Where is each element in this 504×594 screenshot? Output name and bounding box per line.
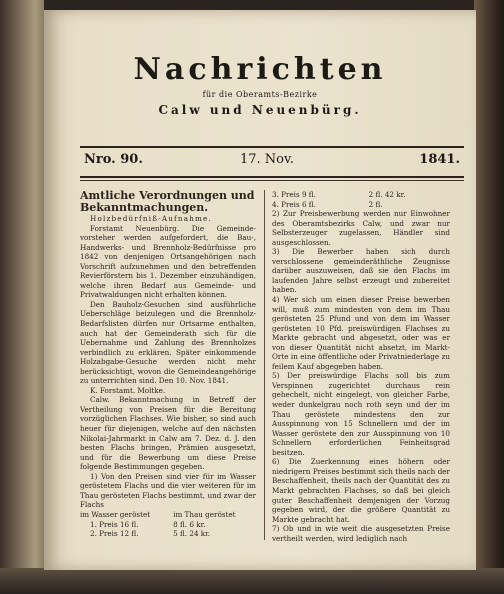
column-right [272,190,450,543]
rule-paragraph: 3) Die Bewerber haben sich durch verschlossene gemeinderäthliche Zeugnisse darüber auszuweisen, daß sie den Flachs im laufenden Jahre selbst erzeugt und zubereitet haben. [272,247,450,295]
newspaper-title: Nachrichten [133,52,387,87]
rule-paragraph: 5) Der preiswürdige Flachs soll bis zum Verspinnen zugerichtet durchaus rein gehechelt, nicht eingelegt, von gleicher Farbe, weder dunkelgrau noch roth seyn und der im Thau geröstete mindestens den zur Ausspinnung von 15 Schnellern und der im Wasser geröstete den zur Ausspinnung von 10 Schnellern erforderlichen Feinheitsgrad besitzen. [272,371,450,457]
prize-row-water: 1. Preis 16 fl. [90,519,139,529]
column-left [80,190,256,539]
newspaper-districts: Calw und Neuenbürg. [158,103,362,117]
prize-table-continued [272,190,450,209]
book-edge-right [474,0,504,594]
rule-top [80,146,464,148]
notice-paragraph: Calw. Bekanntmachung in Betreff der Vertheilung von Preisen für die Bereitung vorzüglichen Flachses. Wie bisher, so sind auch heuer für diejenigen, welche auf den nächsten Nikolai-Jahrmarkt in Calw am 7. Dez. d. J. den besten Flachs bringen, Prämien ausgesetzt, und für die Bewerbung um diese Preise folgende Bestimmungen gegeben. [80,395,256,472]
book-edge-bottom [0,568,504,594]
newspaper-subtitle: für die Oberamts-Bezirke [202,90,318,99]
rule-mid-thin [80,180,464,181]
prize-header-dew: im Thau geröstet [173,509,236,519]
prize-table [80,510,256,539]
notice-heading: Holzbedürfniß-Aufnahme. [90,214,212,223]
rule-paragraph: 6) Die Zuerkennung eines höhern oder niedrigern Preises bestimmt sich theils nach der Beschaffenheit, theils nach der Quantität des zu Markt gebrachten Flachses, so daß bei gleich guter Beschaffenheit demjenigen der Vorzug gegeben wird, der die größere Quantität zu Markte gebracht hat. [272,457,450,524]
column-divider [264,190,265,540]
rule-mid [80,176,464,178]
prize-row-dew: 2 fl. [368,199,383,209]
notice-paragraph: Den Bauholz-Gesuchen sind ausführliche Ueberschläge beizulegen und die Brennholz-Bedarfslisten dürfen nur Ortsarme enthalten, auch hat der Gemeinderath sich für die Uebernahme und Zahlung des Brennholzes verbindlich zu erklären. Später einkommende Holzabgabe-Gesuche werden nicht mehr berücksichtigt, wovon die Gemeindeangehörige zu unterrichten sind. Den 10. Nov. 1841. [80,299,256,386]
book-spine-left [0,0,44,594]
prize-header-water: im Wasser geröstet [80,509,151,519]
rule-paragraph: 2) Zur Preisbewerbung werden nur Einwohner des Oberamtsbezirks Calw, und zwar nur Selbsterzeuger zugelassen, Händler sind ausgeschlossen. [272,209,450,247]
issue-row [80,152,464,172]
issue-number: Nro. 90. [84,152,143,167]
rule-paragraph: 7) Ob und in wie weit die ausgesetzten Preise vertheilt werden, wird lediglich nach [272,524,450,543]
issue-year: 1841. [419,152,460,167]
issue-date: 17. Nov. [240,152,294,167]
rule-paragraph: 4) Wer sich um einen dieser Preise bewerben will, muß zum mindesten von dem im Thau gerösteten 25 Pfund und von dem im Wasser gerösteten 10 Pfd. preiswürdigen Flachses zu Markte gebracht und abgesetzt, oder was er von dieser Quantität nicht absetzt, im Markt-Orte in eine öffentliche oder Privatniederlage zu feilem Kauf abgegeben haben. [272,295,450,371]
masthead [64,54,456,117]
prize-row-dew: 2 fl. 42 kr. [368,190,406,199]
prize-row-dew: 5 fl. 24 kr. [173,529,211,539]
newspaper-page [44,10,476,570]
prize-row-water: 2. Preis 12 fl. [90,529,139,539]
notice-signature: K. Forstamt. Moltke. [90,385,166,395]
prize-row-water: 3. Preis 9 fl. [272,190,316,199]
prize-row-dew: 8 fl. 6 kr. [173,519,206,529]
notice-paragraph: Forstamt Neuenbürg. Die Gemeinde-vorsteher werden aufgefordert, die Bau-, Handwerks- und Brennholz-Bedürfnisse pro 1842 von denjenigen Ortsangehörigen nach Vorschrift aufzunehmen und den betreffenden Revierförstern bis 1. Dezember einzuhändigen, welche ihren Bedarf aus Gemeinde- und Privatwaldungen nicht erhalten können. [80,223,256,300]
prize-row-water: 4. Preis 6 fl. [272,199,316,209]
section-heading: Amtliche Verordnungen und Bekanntmachungen. [80,189,255,214]
notice-paragraph: 1) Von den Preisen sind vier für im Wasser geröstetem Flachs und die vier weiteren für im Thau gerösteten Flachs bestimmt, und zwar der Flachs [80,471,256,510]
